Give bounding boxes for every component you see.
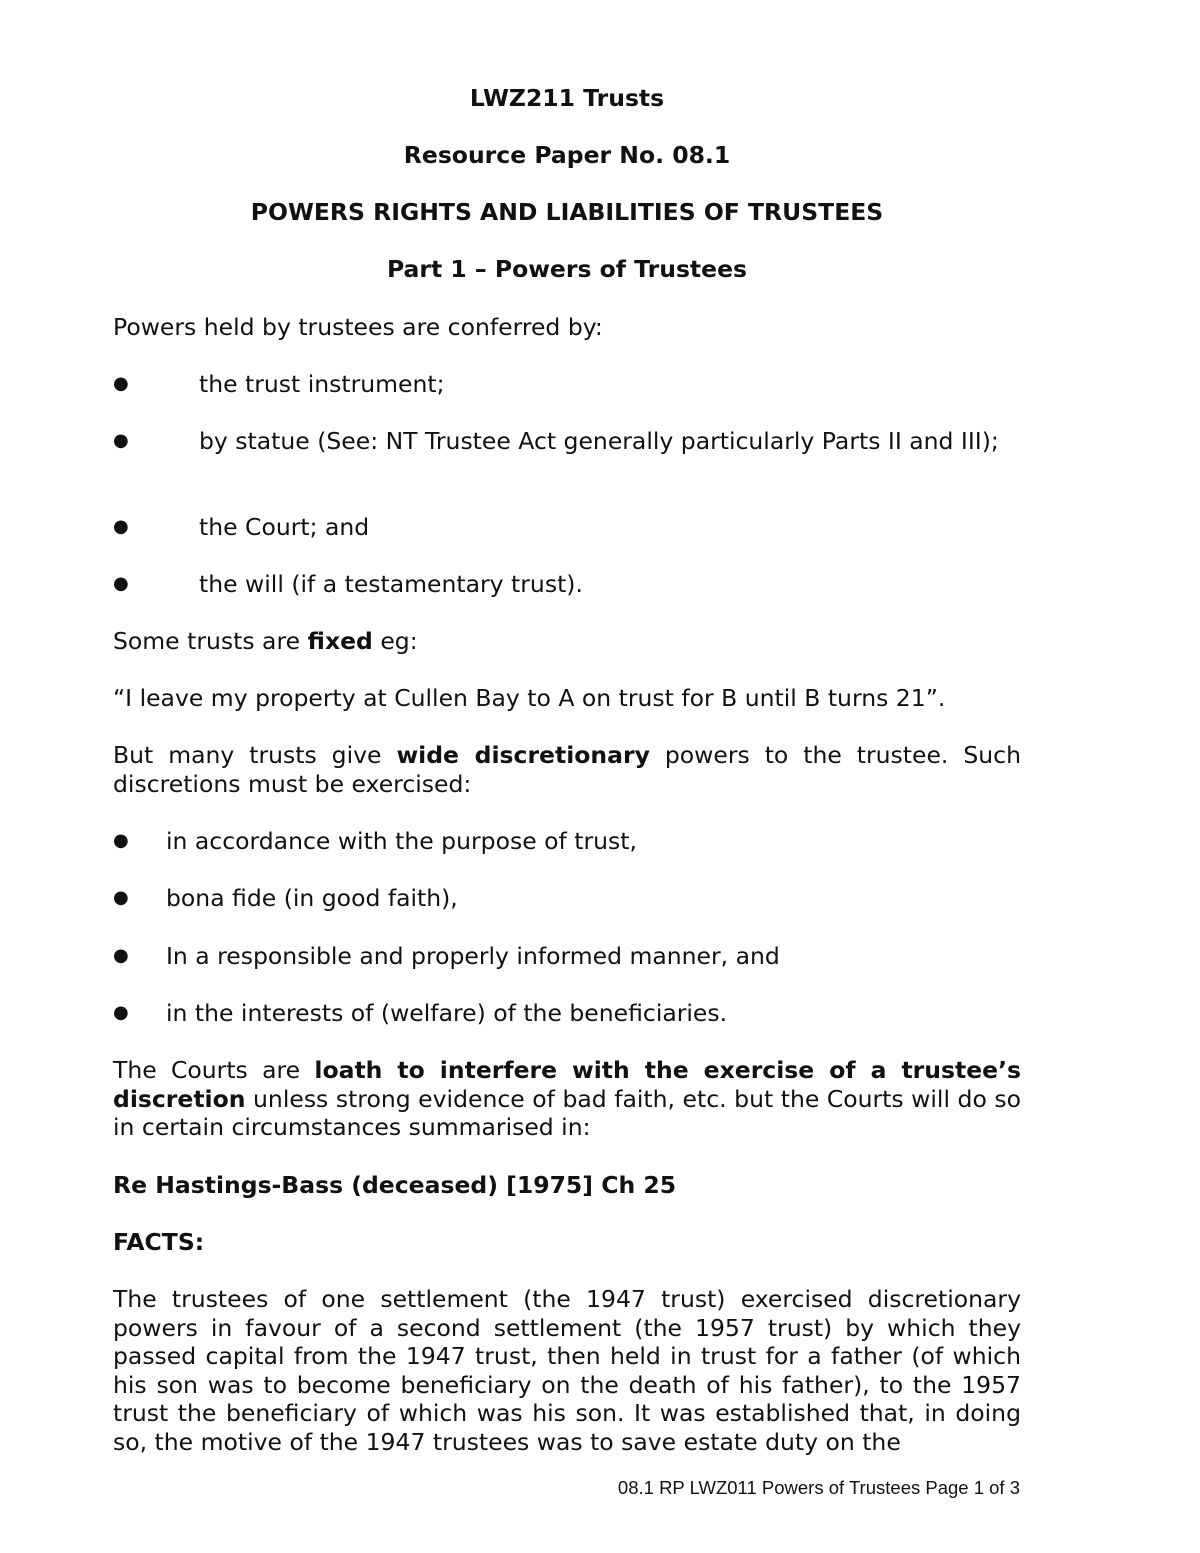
courts-paragraph: The Courts are loath to interfere with the exercise of a trustee’s discretion unless strong evidence of bad faith, etc. but the Courts will do so in certain circumstances summarised in: — [113, 1056, 1022, 1141]
list-item-text: by statue (See: NT Trustee Act generally particularly Parts II and III); — [199, 427, 999, 455]
facts-heading: FACTS: — [113, 1228, 205, 1256]
bullet-icon: ● — [113, 573, 129, 594]
case-title: Re Hastings-Bass (deceased) [1975] Ch 25 — [113, 1171, 677, 1199]
intro-paragraph: Powers held by trustees are conferred by: — [113, 313, 603, 341]
list-item-text: the Court; and — [199, 513, 370, 541]
facts-paragraph: The trustees of one settlement (the 1947 trust) exercised discretionary powers in favour of a second settlement (the 1957 trust) by which they passed capital from the 1947 trust, then held in trust for a father (of which his son was to become beneficiary on the death of his father), to the 1957 trust the beneficiary of which was his son. It was established that, in doing so, the motive of the 1947 trustees was to save estate duty on the — [113, 1285, 1021, 1456]
bullet-icon: ● — [113, 945, 129, 966]
bullet-icon: ● — [113, 516, 129, 537]
bullet-icon: ● — [113, 430, 129, 451]
document-title: POWERS RIGHTS AND LIABILITIES OF TRUSTEES — [250, 198, 884, 226]
example-quote: “I leave my property at Cullen Bay to A on trust for B until B turns 21”. — [113, 684, 946, 712]
bullet-icon: ● — [113, 373, 129, 394]
list-item-text: in the interests of (welfare) of the beneficiaries. — [166, 999, 728, 1027]
course-title: LWZ211 Trusts — [469, 84, 665, 112]
paper-number: Resource Paper No. 08.1 — [403, 141, 731, 169]
discretion-paragraph: But many trusts give wide discretionary powers to the trustee. Such discretions must be exercised: — [113, 741, 1021, 798]
part-heading: Part 1 – Powers of Trustees — [386, 255, 748, 283]
fixed-trust-paragraph: Some trusts are fixed eg: — [113, 627, 418, 655]
page-footer: 08.1 RP LWZ011 Powers of Trustees Page 1 of 3 — [617, 1477, 1020, 1498]
list-item-text: the will (if a testamentary trust). — [199, 570, 583, 598]
list-item-text: in accordance with the purpose of trust, — [166, 827, 637, 855]
list-item-text: In a responsible and properly informed manner, and — [166, 942, 780, 970]
bullet-icon: ● — [113, 887, 129, 908]
list-item-text: bona fide (in good faith), — [166, 884, 458, 912]
list-item-text: the trust instrument; — [199, 370, 445, 398]
bullet-icon: ● — [113, 830, 129, 851]
bullet-icon: ● — [113, 1002, 129, 1023]
